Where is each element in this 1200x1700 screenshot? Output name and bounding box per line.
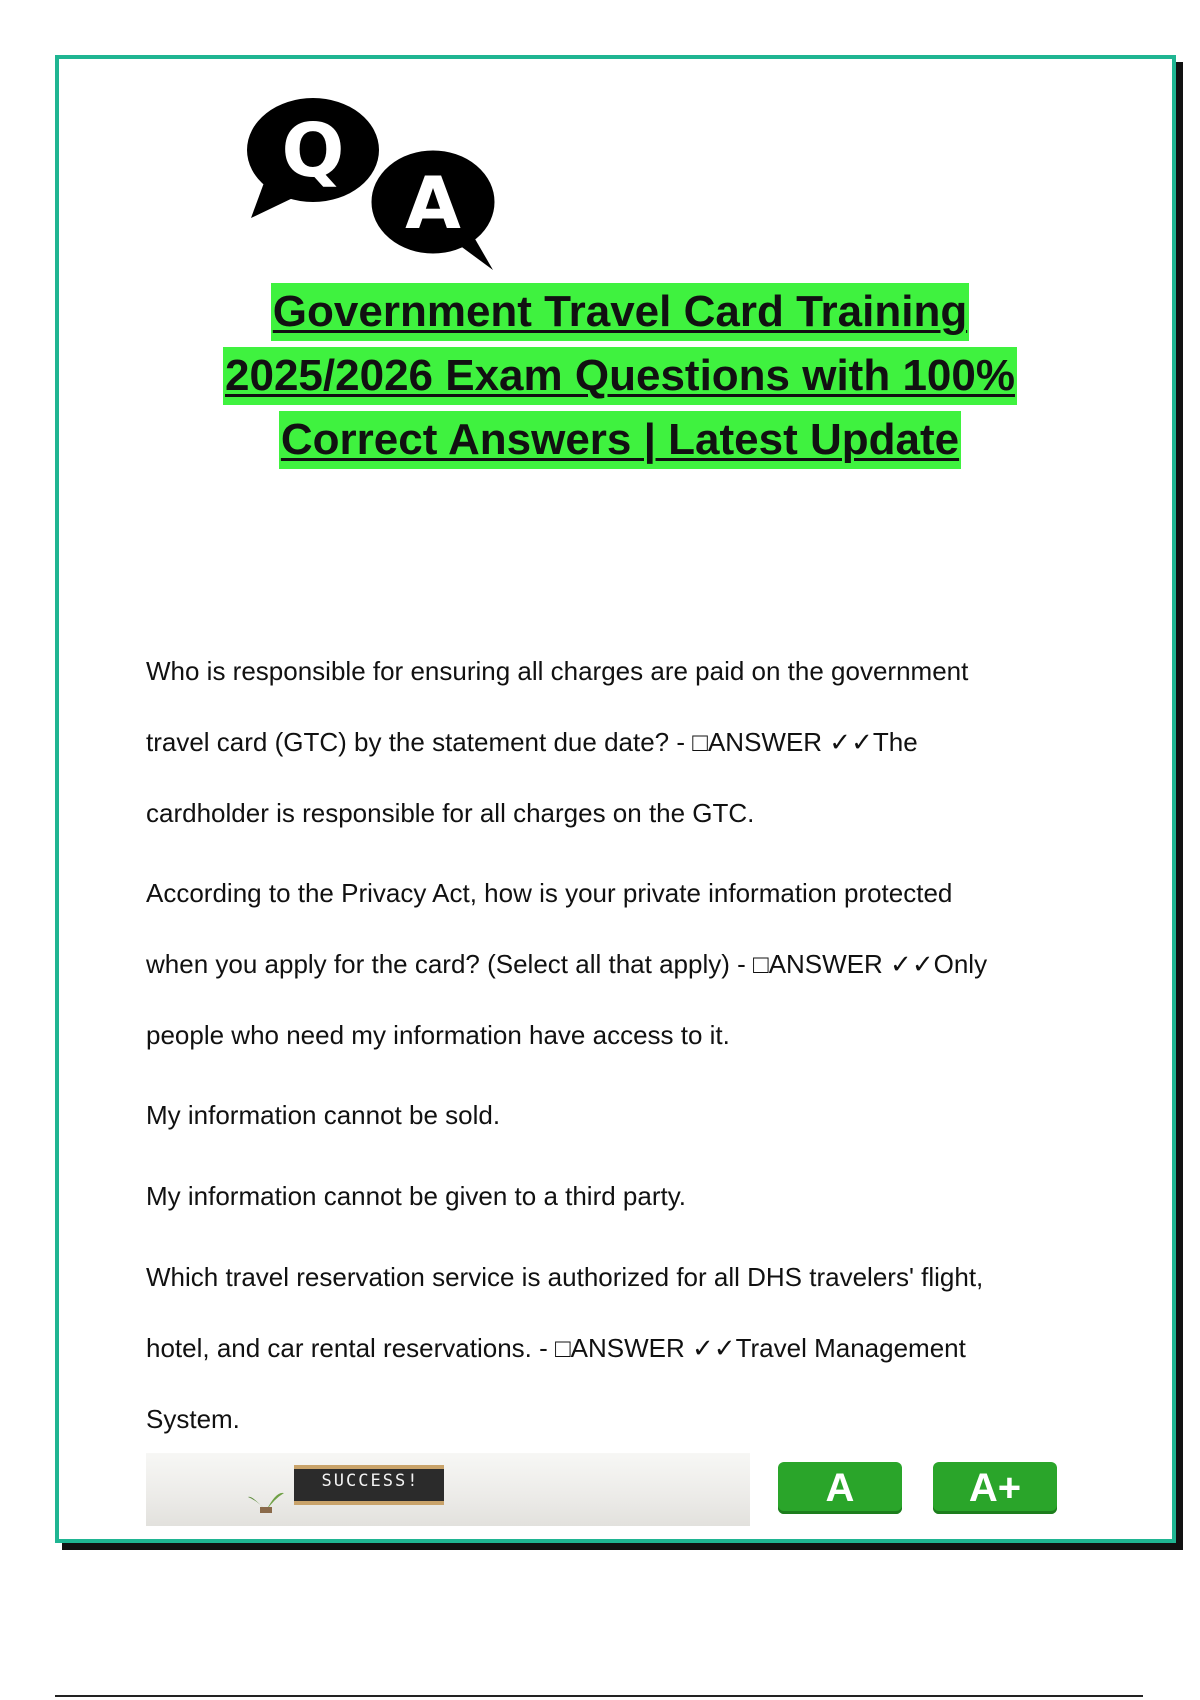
qa-line: hotel, and car rental reservations. - □ANSWER ✓✓Travel Management <box>146 1333 966 1363</box>
qa-line: According to the Privacy Act, how is your private information protected <box>146 878 953 908</box>
title-line-2: 2025/2026 Exam Questions with 100% <box>223 347 1017 405</box>
qa-item-1 <box>146 636 1076 849</box>
qa-line: My information cannot be given to a third party. <box>146 1181 687 1211</box>
success-text: SUCCESS! <box>321 1471 420 1491</box>
qa-item-2 <box>146 858 1076 1071</box>
qa-line: System. <box>146 1404 240 1434</box>
qa-logo <box>245 92 510 272</box>
grade-a-plus-badge: A+ <box>933 1462 1057 1514</box>
grade-a-badge: A <box>778 1462 902 1514</box>
qa-line: people who need my information have access to it. <box>146 1020 730 1050</box>
qa-line: cardholder is responsible for all charges on the GTC. <box>146 798 755 828</box>
qa-line: Who is responsible for ensuring all charges are paid on the government <box>146 656 969 686</box>
qa-line: when you apply for the card? (Select all that apply) - □ANSWER ✓✓Only <box>146 949 988 979</box>
plant-icon <box>246 1483 286 1513</box>
title-line-1: Government Travel Card Training <box>271 283 969 341</box>
qa-item-3 <box>146 1080 1076 1151</box>
q-speech-bubble-icon <box>247 98 379 218</box>
qa-item-4 <box>146 1161 1076 1232</box>
qa-line: My information cannot be sold. <box>146 1100 501 1130</box>
document-title <box>100 283 1140 475</box>
success-banner-image <box>146 1453 750 1526</box>
title-line-3: Correct Answers | Latest Update <box>279 411 961 469</box>
q-letter: Q <box>281 108 345 194</box>
a-letter: A <box>405 161 461 245</box>
qa-line: travel card (GTC) by the statement due date? - □ANSWER ✓✓The <box>146 727 918 757</box>
footer-divider <box>55 1695 1143 1697</box>
qa-item-5 <box>146 1242 1076 1455</box>
qa-line: Which travel reservation service is authorized for all DHS travelers' flight, <box>146 1262 984 1292</box>
a-speech-bubble-icon <box>369 148 497 270</box>
